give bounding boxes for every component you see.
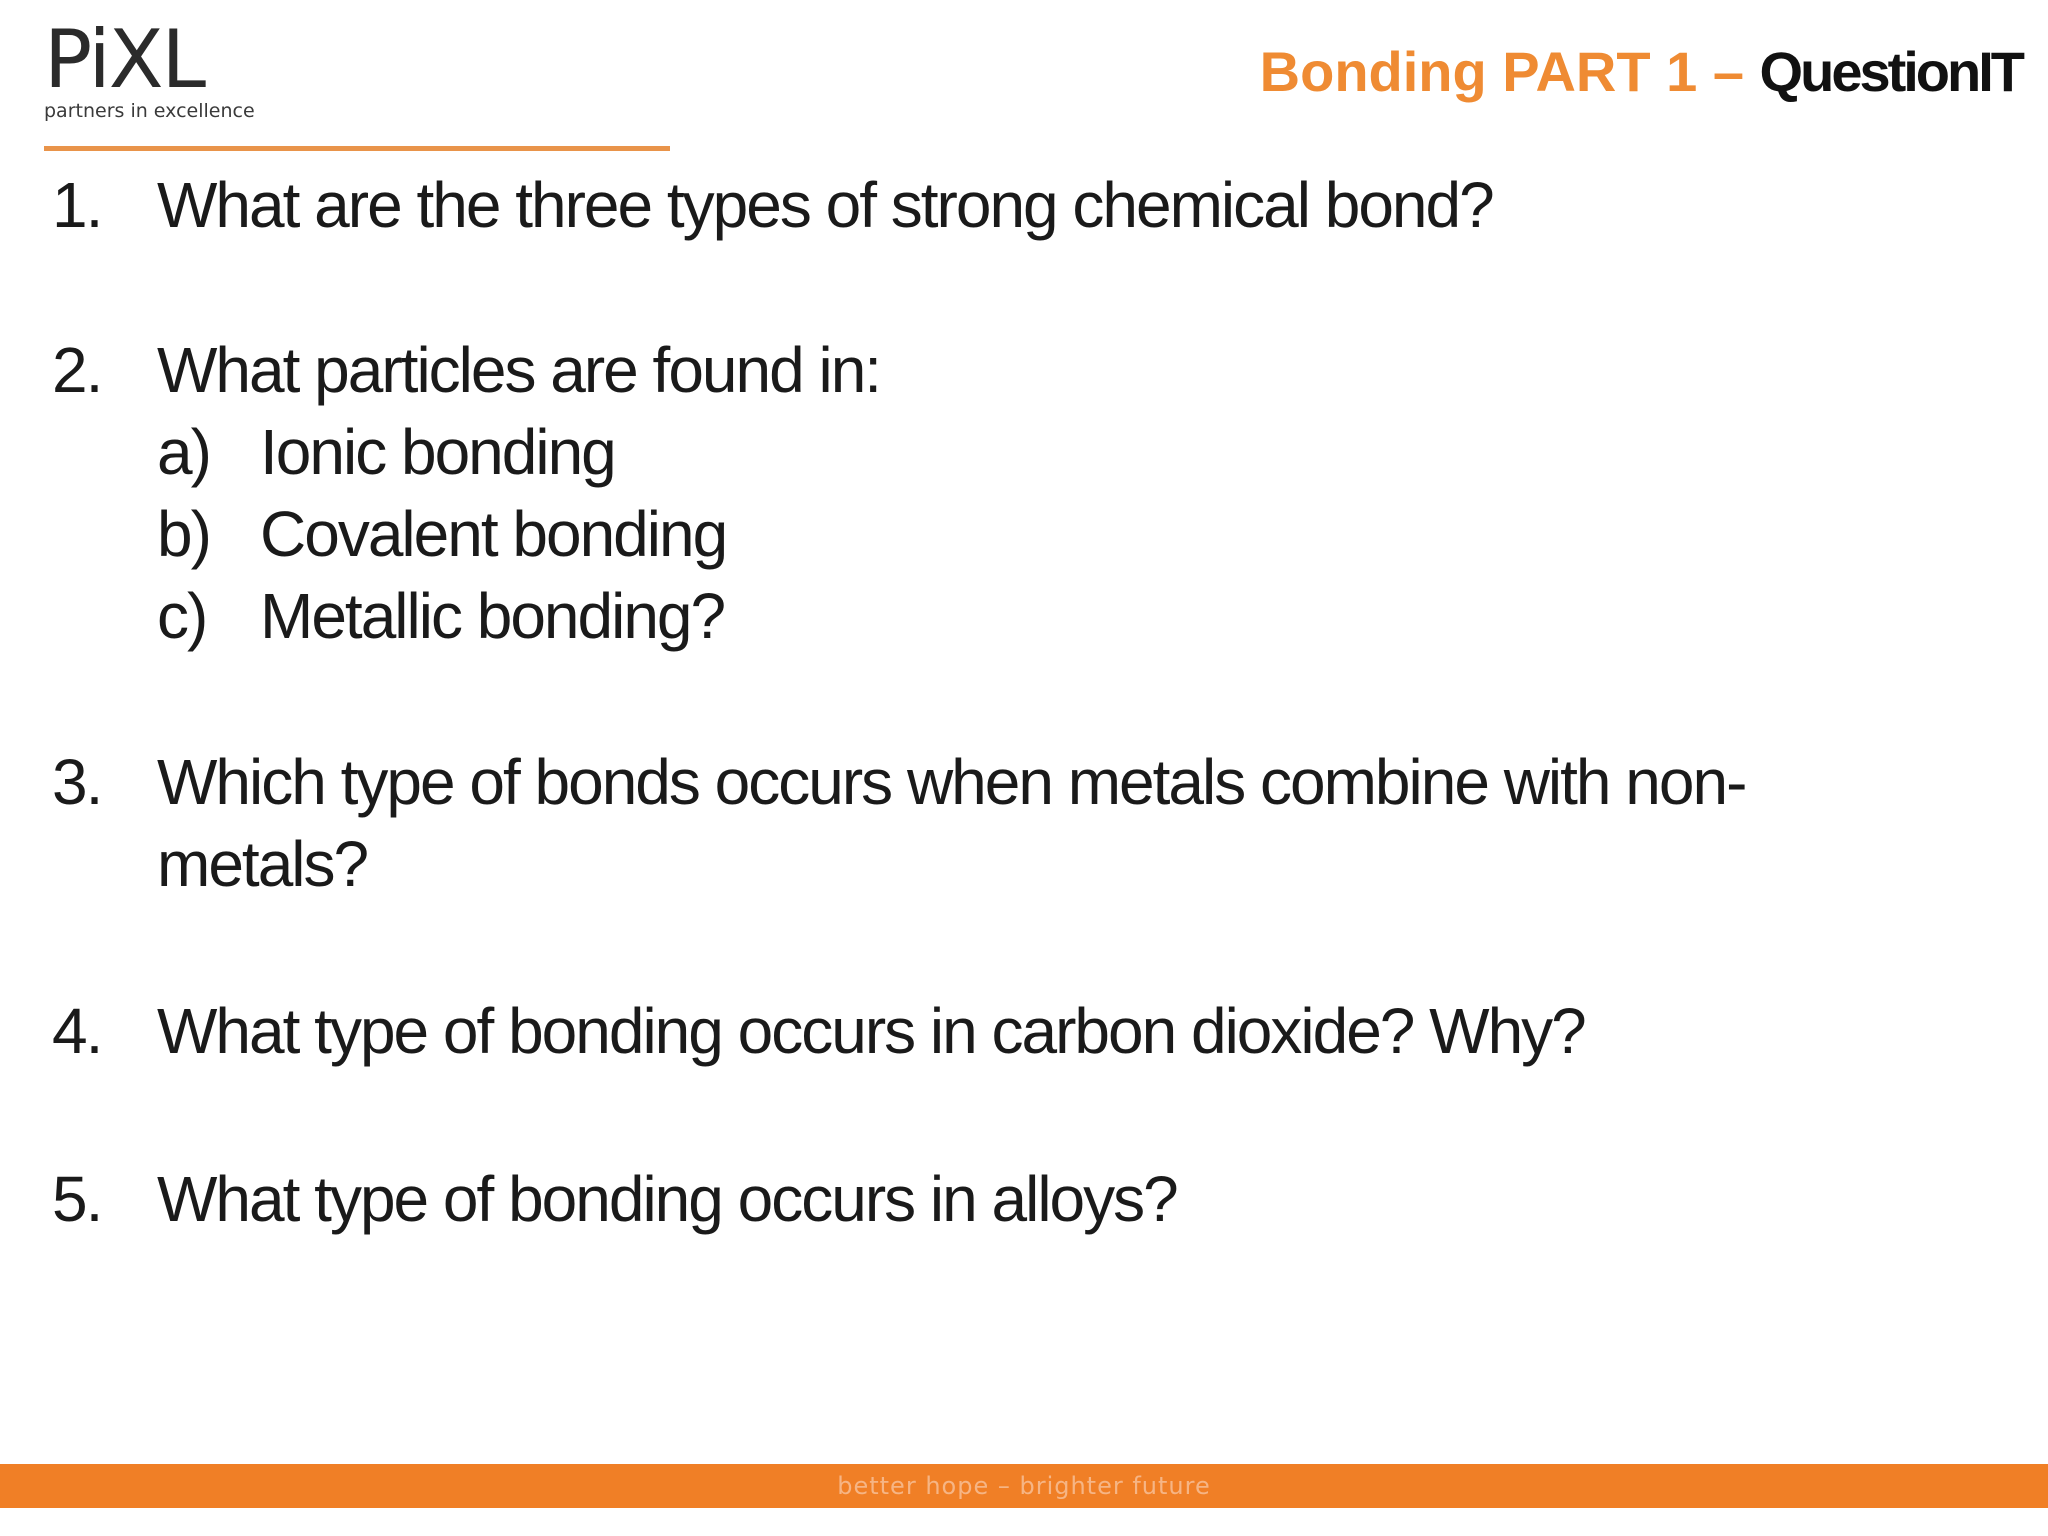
question-text: What type of bonding occurs in alloys?	[157, 1163, 1177, 1235]
title-topic: Bonding PART 1	[1259, 40, 1698, 103]
sub-question-letter: c)	[157, 580, 207, 652]
question-number: 1.	[52, 169, 102, 241]
question-text: What type of bonding occurs in carbon dioxide? Why?	[157, 995, 1585, 1067]
footer-bar	[0, 1464, 2048, 1508]
sub-question	[157, 411, 615, 493]
question-number: 4.	[52, 995, 102, 1067]
question-text: What are the three types of strong chemical bond?	[157, 169, 1493, 241]
footer-tagline: better hope – brighter future	[837, 1472, 1211, 1500]
logo-tagline: partners in excellence	[44, 100, 255, 122]
sub-question	[157, 575, 724, 657]
question-number: 2.	[52, 334, 102, 406]
logo-wordmark: PiXL	[44, 13, 205, 106]
sub-question-text: Covalent bonding	[260, 498, 727, 570]
sub-question-text: Ionic bonding	[260, 416, 615, 488]
logo-underline	[44, 146, 670, 151]
sub-question-letter: a)	[157, 416, 210, 488]
pixl-logo	[44, 14, 274, 122]
sub-question-letter: b)	[157, 498, 210, 570]
question-number: 5.	[52, 1163, 102, 1235]
question-text: Which type of bonds occurs when metals combine with non-	[157, 746, 1746, 818]
question-text: What particles are found in:	[157, 334, 881, 406]
slide-title	[1260, 40, 2022, 104]
title-activity: QuestionIT	[1759, 40, 2022, 103]
title-separator: –	[1712, 40, 1744, 103]
sub-question-text: Metallic bonding?	[260, 580, 725, 652]
question-text-continued: metals?	[157, 828, 368, 900]
sub-question	[157, 493, 726, 575]
question-number: 3.	[52, 746, 102, 818]
